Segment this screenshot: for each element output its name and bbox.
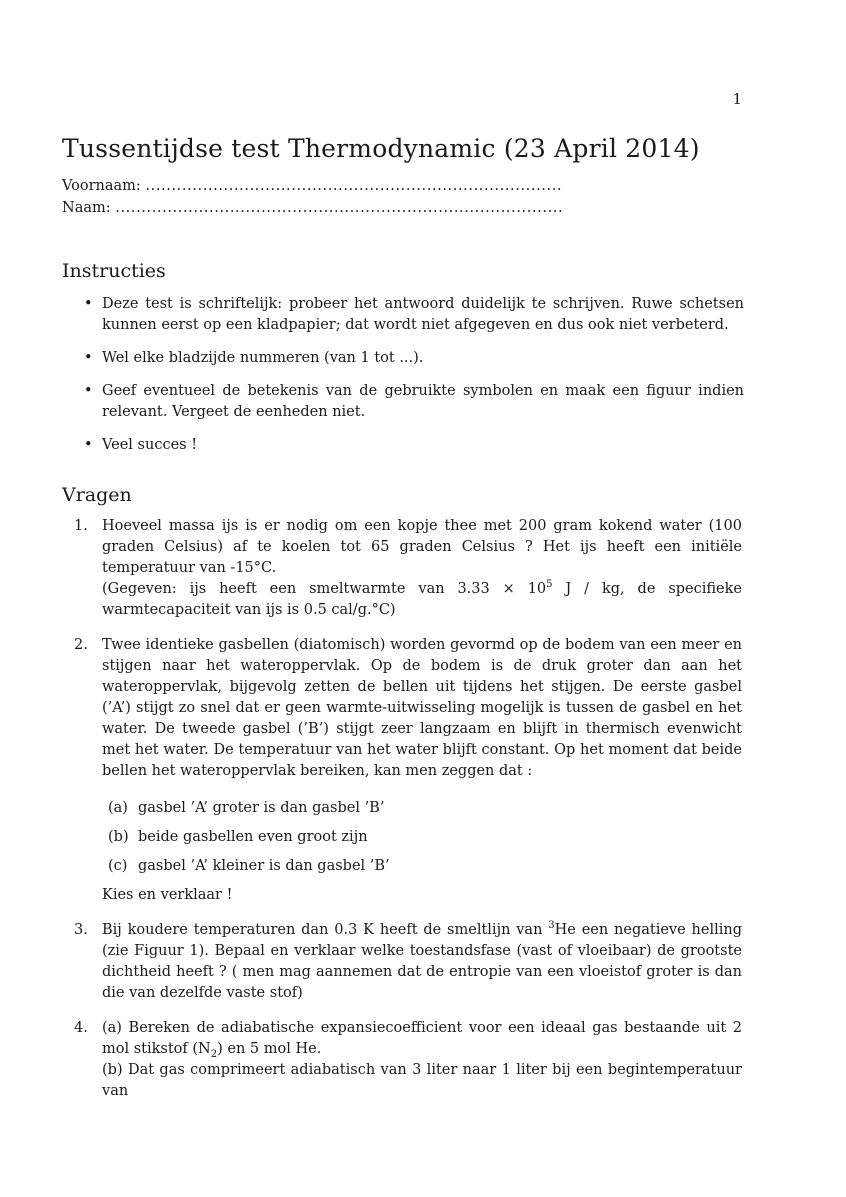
instruction-text: Veel succes ! — [102, 437, 198, 453]
instruction-item — [84, 294, 744, 336]
instruction-item — [84, 348, 744, 369]
question-part-a — [102, 1018, 742, 1060]
question-number: 2. — [74, 637, 88, 653]
question-given — [102, 579, 742, 621]
bullet-icon: • — [84, 437, 93, 453]
question-3 — [74, 920, 742, 1004]
instruction-text: Deze test is schriftelijk: probeer het antwoord duidelijk te schrijven. Ruwe schetsen kunnen eerst op een kladpapier; dat wordt niet afgegeven en dus ook niet verbeterd. — [102, 296, 744, 333]
page-number: 1 — [732, 90, 742, 108]
answer-option — [108, 827, 742, 848]
question-text — [102, 920, 742, 1004]
first-name-dots: ................................................................................ — [145, 178, 563, 194]
option-label: (c) — [108, 858, 128, 874]
first-name-field — [62, 178, 562, 194]
answer-option — [108, 856, 742, 877]
option-label: (b) — [108, 829, 129, 845]
question-2 — [74, 635, 742, 906]
questions-heading: Vragen — [62, 484, 132, 506]
question-1 — [74, 516, 742, 621]
option-text: gasbel ’A’ kleiner is dan gasbel ’B’ — [138, 858, 390, 874]
subscript: 2 — [210, 1048, 218, 1060]
text-part: Bij koudere temperaturen dan 0.3 K heeft de smeltlijn van — [102, 922, 549, 938]
question-text: Hoeveel massa ijs is er nodig om een kopje thee met 200 gram kokend water (100 graden Celsius) af te koelen tot 65 graden Celsius ? Het ijs heeft een initiële temperatuur van -15°C. — [102, 518, 742, 576]
question-number: 1. — [74, 518, 88, 534]
first-name-label: Voornaam: — [62, 178, 141, 194]
given-text: (Gegeven: ijs heeft een smeltwarmte van 3.33 × 10 — [102, 581, 547, 597]
given-text: J / kg, de specifieke warmtecapaciteit van ijs is 0.5 cal/g.°C) — [102, 581, 743, 618]
text-part: He een negatieve helling (zie Figuur 1). Bepaal en verklaar welke toestandsfase (vast of vloeibaar) de grootste dichtheid heeft ? ( men mag aannemen dat de entropie van een vloeistof groter is dan die van dezelfde vaste stof) — [102, 922, 743, 1001]
question-number: 4. — [74, 1020, 88, 1036]
exponent: 5 — [546, 579, 553, 591]
isotope-superscript: 3 — [548, 920, 555, 932]
document-title: Tussentijdse test Thermodynamic (23 April 2014) — [62, 134, 700, 163]
answer-option — [108, 798, 742, 819]
instructions-list — [84, 294, 744, 468]
bullet-icon: • — [84, 296, 93, 312]
bullet-icon: • — [84, 383, 93, 399]
option-text: gasbel ’A’ groter is dan gasbel ’B’ — [138, 800, 385, 816]
instructions-heading: Instructies — [62, 260, 166, 282]
instruction-item — [84, 435, 744, 456]
instruction-text: Geef eventueel de betekenis van de gebruikte symbolen en maak een figuur indien relevant. Vergeet de eenheden niet. — [102, 383, 744, 420]
question-closing: Kies en verklaar ! — [102, 887, 233, 903]
question-text: Twee identieke gasbellen (diatomisch) worden gevormd op de bodem van een meer en stijgen naar het wateroppervlak. Op de bodem is de druk groter dan aan het wateroppervlak, bijgevolg zetten de bellen uit tijdens het stijgen. De eerste gasbel (’A’) stijgt zo snel dat er geen warmte-uitwisseling mogelijk is tussen de gasbel en het water. De tweede gasbel (’B’) stijgt zeer langzaam en blijft in thermisch evenwicht met het water. De temperatuur van het water blijft constant. Op het moment dat beide bellen het wateroppervlak bereiken, kan men zeggen dat : — [102, 637, 742, 779]
question-part-b: (b) Dat gas comprimeert adiabatisch van 3 liter naar 1 liter bij een begintemperatuur van — [102, 1062, 742, 1099]
answer-options — [108, 798, 742, 877]
bullet-icon: • — [84, 350, 93, 366]
last-name-label: Naam: — [62, 200, 111, 216]
last-name-field — [62, 200, 563, 216]
instruction-item — [84, 381, 744, 423]
option-label: (a) — [108, 800, 128, 816]
last-name-dots: ...................................................................................... — [115, 200, 564, 216]
instruction-text: Wel elke bladzijde nummeren (van 1 tot ...). — [102, 350, 424, 366]
question-4 — [74, 1018, 742, 1102]
text-part: ) en 5 mol He. — [217, 1041, 322, 1057]
option-text: beide gasbellen even groot zijn — [138, 829, 368, 845]
question-number: 3. — [74, 922, 88, 938]
questions-list — [74, 516, 742, 1116]
text-part: (a) Bereken de adiabatische expansiecoefficient voor een ideaal gas bestaande uit 2 mol stikstof (N — [102, 1020, 742, 1057]
